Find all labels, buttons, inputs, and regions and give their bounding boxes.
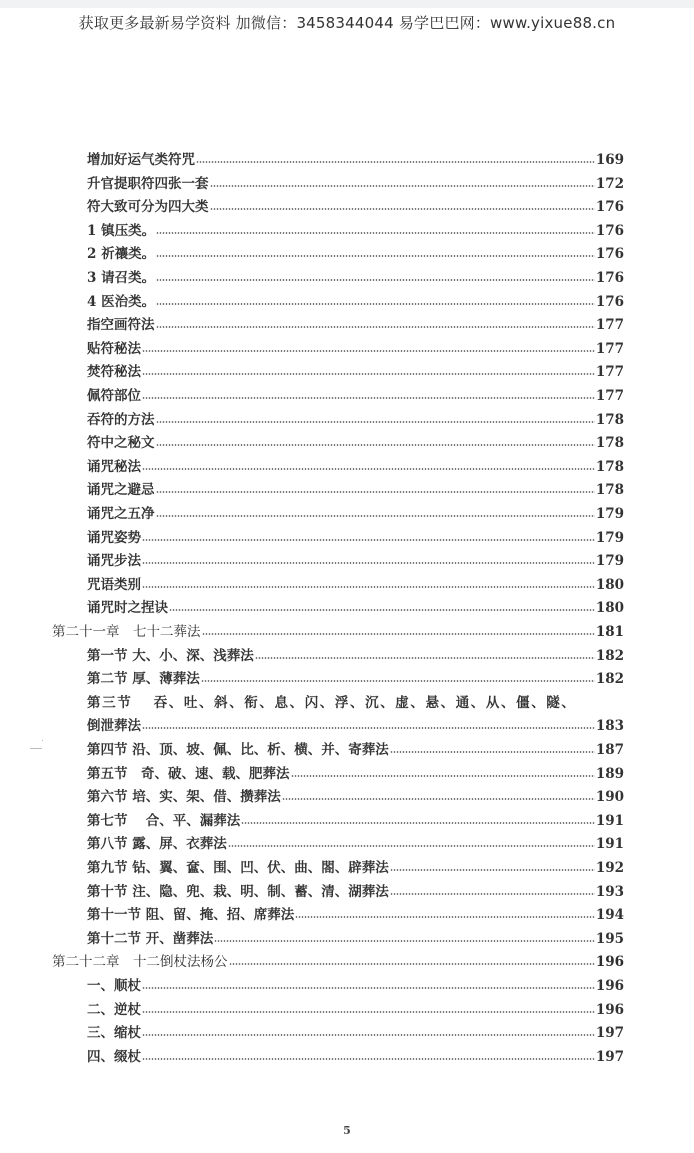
toc-entry — [87, 1043, 624, 1065]
toc-entry-title: 诵咒姿势 — [87, 529, 141, 546]
dot-leader — [142, 986, 595, 990]
toc-entry-title: 诵咒之避忌 — [87, 482, 155, 499]
dot-leader — [291, 774, 595, 778]
toc-entry-title: 4 医治类。 — [87, 293, 156, 310]
toc-entry-page: 189 — [595, 765, 624, 782]
toc-entry-page: 182 — [595, 647, 624, 664]
toc-entry — [87, 311, 624, 333]
dot-leader — [156, 302, 595, 306]
dot-leader — [156, 490, 595, 494]
toc-entry-title: 诵咒之五净 — [87, 506, 155, 522]
toc-entry-page: 178 — [595, 411, 624, 428]
toc-entry-page: 176 — [595, 246, 624, 263]
toc-entry-page: 176 — [595, 293, 624, 310]
toc-entry-title: 第八节 露、屏、衣葬法 — [87, 836, 227, 853]
toc-entry-title: 诵咒步法 — [87, 553, 141, 570]
toc-entry — [87, 193, 624, 215]
toc-entry-page: 178 — [595, 458, 624, 475]
toc-entry-title: 吞符的方法 — [87, 411, 155, 428]
toc-entry-page: 191 — [595, 812, 624, 829]
toc-entry-title: 指空画符法 — [87, 317, 155, 334]
toc-entry — [87, 500, 624, 522]
toc-entry-title: 第十节 注、隐、兜、栽、明、制、蓄、清、湖葬法 — [87, 883, 389, 900]
toc-entry-page: 193 — [595, 883, 624, 900]
toc-entry — [87, 406, 624, 428]
toc-entry — [87, 642, 624, 664]
toc-entry — [87, 240, 624, 262]
toc-entry-page: 179 — [595, 529, 624, 546]
toc-entry-page: 179 — [595, 553, 624, 570]
toc-entry-title: 第二节 厚、薄葬法 — [87, 671, 200, 688]
toc-entry-title: 第一节 大、小、深、浅葬法 — [87, 647, 254, 664]
dot-leader — [201, 679, 595, 683]
dot-leader — [156, 443, 595, 447]
toc-entry — [87, 170, 624, 192]
dot-leader — [169, 608, 595, 612]
toc-entry-title: 二、逆杖 — [87, 1001, 141, 1018]
toc-entry-page: 180 — [595, 576, 624, 593]
toc-entry — [87, 264, 624, 286]
dot-leader — [142, 1057, 595, 1061]
toc-entry — [87, 972, 624, 994]
toc-entry — [87, 760, 624, 782]
toc-entry-title: 符大致可分为四大类 — [87, 199, 209, 216]
toc-entry — [87, 429, 624, 451]
toc-entry — [87, 807, 624, 829]
toc-entry-page: 178 — [595, 435, 624, 452]
toc-entry-page: 178 — [595, 482, 624, 499]
toc-entry — [87, 783, 624, 805]
toc-entry-title: 第四节 沿、顶、坡、佩、比、析、横、并、寄葬法 — [87, 742, 389, 758]
toc-entry-title: 诵咒秘法 — [87, 458, 141, 475]
toc-entry-title: 升官提职符四张一套 — [87, 175, 209, 192]
toc-entry-title: 第二十二章 十二倒杖法杨公 — [52, 954, 228, 971]
toc-entry-title: 第六节 培、实、架、借、攒葬法 — [87, 789, 281, 806]
toc-entry-title: 第九节 钻、翼、奩、围、凹、伏、曲、閤、辟葬法 — [87, 860, 389, 876]
toc-entry-page: 196 — [595, 954, 624, 971]
toc-entry-title: 1 镇压类。 — [87, 222, 156, 239]
toc-entry-title: 第十一节 阻、留、掩、招、席葬法 — [87, 907, 295, 924]
toc-entry-page: 169 — [595, 152, 624, 168]
dot-leader — [210, 207, 595, 211]
toc-entry — [87, 712, 624, 734]
toc-entry-title: 一、顺杖 — [87, 978, 141, 994]
toc-entry — [87, 217, 624, 239]
toc-entry-title: 第五节 奇、破、速、载、肥葬法 — [87, 765, 290, 782]
top-strip — [0, 0, 694, 8]
header-banner: 获取更多最新易学资料 加微信：3458344044 易学巴巴网：www.yixue88.cn — [78, 14, 616, 32]
dot-leader — [142, 467, 595, 471]
toc-entry — [87, 358, 624, 380]
toc-entry-page: 197 — [595, 1025, 624, 1042]
toc-entry-page: 191 — [595, 836, 624, 853]
toc-entry — [87, 594, 624, 616]
toc-chapter-entry — [52, 948, 624, 970]
toc-entry — [87, 878, 624, 900]
toc-entry-page: 172 — [595, 175, 624, 192]
toc-entry-page: 190 — [595, 789, 624, 806]
dot-leader — [390, 892, 595, 896]
dot-leader — [282, 797, 595, 801]
dot-leader — [210, 184, 595, 188]
dot-leader — [142, 726, 595, 730]
toc-entry-title: 诵咒时之捏诀 — [87, 600, 168, 617]
dot-leader — [156, 278, 595, 282]
toc-entry-page: 177 — [595, 340, 624, 357]
toc-entry-page: 196 — [595, 1001, 624, 1018]
toc-entry — [87, 736, 624, 758]
toc-entry-page: 196 — [595, 978, 624, 994]
toc-entry — [87, 476, 624, 498]
dot-leader — [196, 160, 595, 164]
toc-entry-page: 181 — [595, 624, 624, 640]
toc-entry-title: 3 请召类。 — [87, 270, 156, 286]
toc-entry — [87, 901, 624, 923]
dot-leader — [214, 939, 595, 943]
toc-entry-page: 180 — [595, 600, 624, 617]
dot-leader — [142, 396, 595, 400]
dot-leader — [295, 915, 595, 919]
dot-leader — [202, 632, 595, 636]
toc-entry-title: 第二十一章 七十二葬法 — [52, 624, 201, 640]
dot-leader — [156, 231, 595, 235]
dot-leader — [142, 561, 595, 565]
dot-leader — [390, 750, 595, 754]
dot-leader — [255, 656, 595, 660]
toc-entry-title: 增加好运气类符咒 — [87, 152, 195, 168]
scan-mark — [30, 748, 42, 749]
dot-leader — [142, 372, 595, 376]
dot-leader — [156, 254, 595, 258]
toc-entry-title: 符中之秘文 — [87, 435, 155, 452]
toc-entry — [87, 571, 624, 593]
scan-mark — [42, 740, 43, 741]
dot-leader — [228, 844, 595, 848]
toc-entry — [87, 382, 624, 404]
toc-entry-title: 倒泄葬法 — [87, 718, 141, 735]
toc-entry — [87, 830, 624, 852]
toc-entry-title: 焚符秘法 — [87, 364, 141, 381]
toc-entry-page: 176 — [595, 270, 624, 286]
toc-entry-page: 194 — [595, 907, 624, 924]
dot-leader — [390, 868, 595, 872]
toc-entry — [87, 524, 624, 546]
toc-entry-title: 2 祈禳类。 — [87, 246, 156, 263]
toc-entry-page: 176 — [595, 222, 624, 239]
toc-entry — [87, 146, 624, 168]
toc-entry-page: 183 — [595, 718, 624, 735]
toc-entry-page: 192 — [595, 860, 624, 876]
toc-entry-page: 197 — [595, 1048, 624, 1065]
toc-entry-title: 佩符部位 — [87, 388, 141, 404]
dot-leader — [241, 821, 595, 825]
toc-entry-title: 第十二节 开、凿葬法 — [87, 930, 214, 947]
toc-entry-page: 179 — [595, 506, 624, 522]
toc-entry-page: 187 — [595, 742, 624, 758]
dot-leader — [156, 514, 595, 518]
toc-entry-page: 182 — [595, 671, 624, 688]
toc-entry-page: 177 — [595, 388, 624, 404]
toc-entry-page: 176 — [595, 199, 624, 216]
toc-entry — [87, 288, 624, 310]
toc-entry-title: 咒语类别 — [87, 576, 141, 593]
toc-entry — [87, 453, 624, 475]
toc-entry-title: 三、缩杖 — [87, 1025, 141, 1042]
toc-entry — [87, 547, 624, 569]
toc-chapter-entry — [52, 618, 624, 640]
dot-leader — [142, 585, 595, 589]
toc-entry — [87, 996, 624, 1018]
toc-entry — [87, 335, 624, 357]
dot-leader — [229, 962, 595, 966]
dot-leader — [142, 349, 595, 353]
toc-entry — [87, 689, 630, 711]
toc-entry-page: 177 — [595, 317, 624, 334]
dot-leader — [142, 538, 595, 542]
toc-entry — [87, 1019, 624, 1041]
toc-entry-page: 195 — [595, 930, 624, 947]
dot-leader — [156, 420, 595, 424]
dot-leader — [156, 325, 595, 329]
toc-entry-title: 贴符秘法 — [87, 340, 141, 357]
toc-entry — [87, 665, 624, 687]
toc-entry-title: 四、缀杖 — [87, 1048, 141, 1065]
toc-entry-title: 第七节 合、平、漏葬法 — [87, 812, 241, 829]
dot-leader — [142, 1010, 595, 1014]
dot-leader — [142, 1033, 595, 1037]
toc-entry-title: 第三节 吞、吐、斜、衔、息、闪、浮、沉、虚、悬、通、从、僵、隧、 — [87, 694, 577, 711]
page-number: 5 — [343, 1124, 351, 1137]
toc-entry — [87, 854, 624, 876]
toc-entry-page: 177 — [595, 364, 624, 381]
toc-entry — [87, 925, 624, 947]
